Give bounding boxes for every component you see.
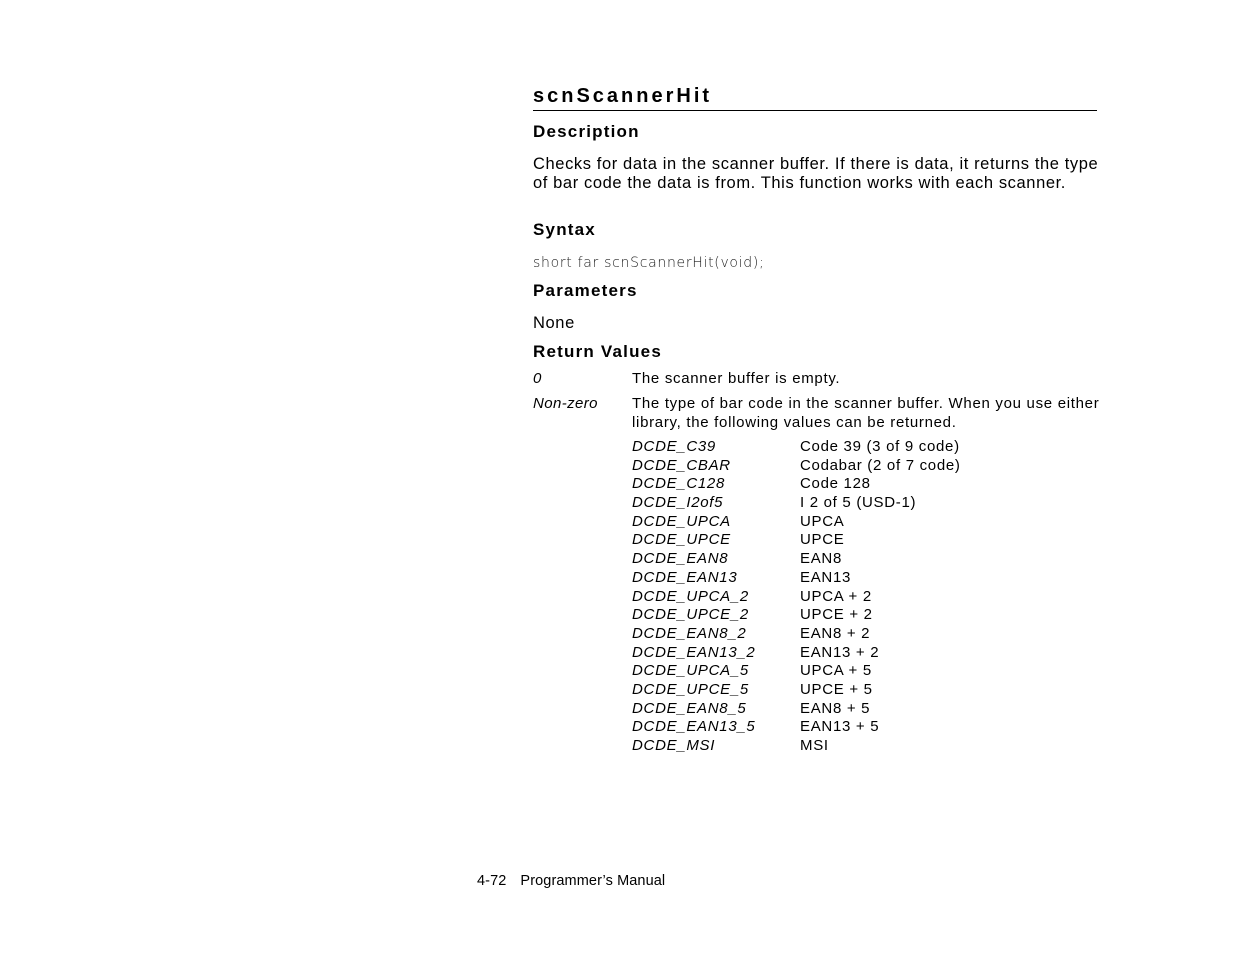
table-row	[632, 494, 1052, 513]
code-value: EAN13 + 5	[800, 718, 880, 736]
syntax-text: short far scnScannerHit(void);	[533, 255, 765, 271]
table-row	[632, 644, 1052, 663]
code-value: UPCA + 5	[800, 662, 872, 680]
code-name: DCDE_C128	[632, 475, 726, 493]
table-row	[632, 531, 1052, 550]
code-name: DCDE_UPCA	[632, 512, 731, 530]
code-name: DCDE_UPCE_5	[632, 680, 749, 698]
table-row	[632, 569, 1052, 588]
table-row	[632, 662, 1052, 681]
code-value: UPCE	[800, 531, 845, 549]
description-heading: Description	[533, 122, 640, 141]
code-name: DCDE_EAN13	[632, 568, 738, 586]
code-value: I 2 of 5 (USD-1)	[800, 494, 917, 512]
code-value: UPCA	[800, 512, 845, 530]
code-name: DCDE_UPCE_2	[632, 606, 749, 624]
code-table	[632, 438, 1052, 756]
code-name: DCDE_EAN13_2	[632, 643, 756, 661]
code-name: DCDE_CBAR	[632, 456, 731, 474]
code-name: DCDE_UPCA_5	[632, 662, 749, 680]
code-name: DCDE_I2of5	[632, 494, 724, 512]
code-name: DCDE_EAN13_5	[632, 718, 756, 736]
return-desc: The scanner buffer is empty.	[632, 370, 841, 387]
code-value: EAN8	[800, 550, 842, 568]
return-desc: The type of bar code in the scanner buffer. When you use either library, the following values can be returned.	[632, 395, 1100, 431]
code-name: DCDE_EAN8	[632, 550, 729, 568]
code-value: UPCE + 2	[800, 606, 873, 624]
function-title: scnScannerHit	[533, 85, 1097, 111]
table-row	[632, 737, 1052, 756]
page-number: 4-72	[477, 873, 507, 889]
code-name: DCDE_UPCE	[632, 531, 731, 549]
table-row	[632, 588, 1052, 607]
parameters-text: None	[533, 314, 575, 332]
page-footer	[477, 873, 665, 889]
table-row	[632, 513, 1052, 532]
table-row	[632, 718, 1052, 737]
code-value: EAN8 + 5	[800, 699, 871, 717]
code-value: Codabar (2 of 7 code)	[800, 456, 961, 474]
table-row	[632, 700, 1052, 719]
code-value: UPCA + 2	[800, 587, 872, 605]
code-value: EAN8 + 2	[800, 624, 871, 642]
table-row	[632, 550, 1052, 569]
code-name: DCDE_MSI	[632, 737, 716, 754]
code-name: DCDE_EAN8_2	[632, 624, 747, 642]
table-row	[632, 438, 1052, 457]
table-row	[632, 681, 1052, 700]
code-name: DCDE_UPCA_2	[632, 587, 749, 605]
code-value: Code 39 (3 of 9 code)	[800, 438, 960, 455]
table-row	[632, 457, 1052, 476]
code-name: DCDE_EAN8_5	[632, 699, 747, 717]
code-value: MSI	[800, 737, 829, 754]
return-term: Non-zero	[533, 395, 598, 412]
table-row	[632, 606, 1052, 625]
code-name: DCDE_C39	[632, 438, 716, 455]
return-term: 0	[533, 370, 542, 387]
code-value: Code 128	[800, 475, 871, 493]
table-row	[632, 625, 1052, 644]
manual-title: Programmer’s Manual	[520, 873, 666, 889]
code-value: UPCE + 5	[800, 680, 873, 698]
syntax-heading: Syntax	[533, 220, 596, 239]
parameters-heading: Parameters	[533, 281, 638, 300]
code-value: EAN13	[800, 568, 852, 586]
description-text: Checks for data in the scanner buffer. If there is data, it returns the type of bar code the data is from. This function works with each scanner.	[533, 155, 1099, 192]
table-row	[632, 475, 1052, 494]
return-values-heading: Return Values	[533, 342, 662, 361]
code-value: EAN13 + 2	[800, 643, 880, 661]
